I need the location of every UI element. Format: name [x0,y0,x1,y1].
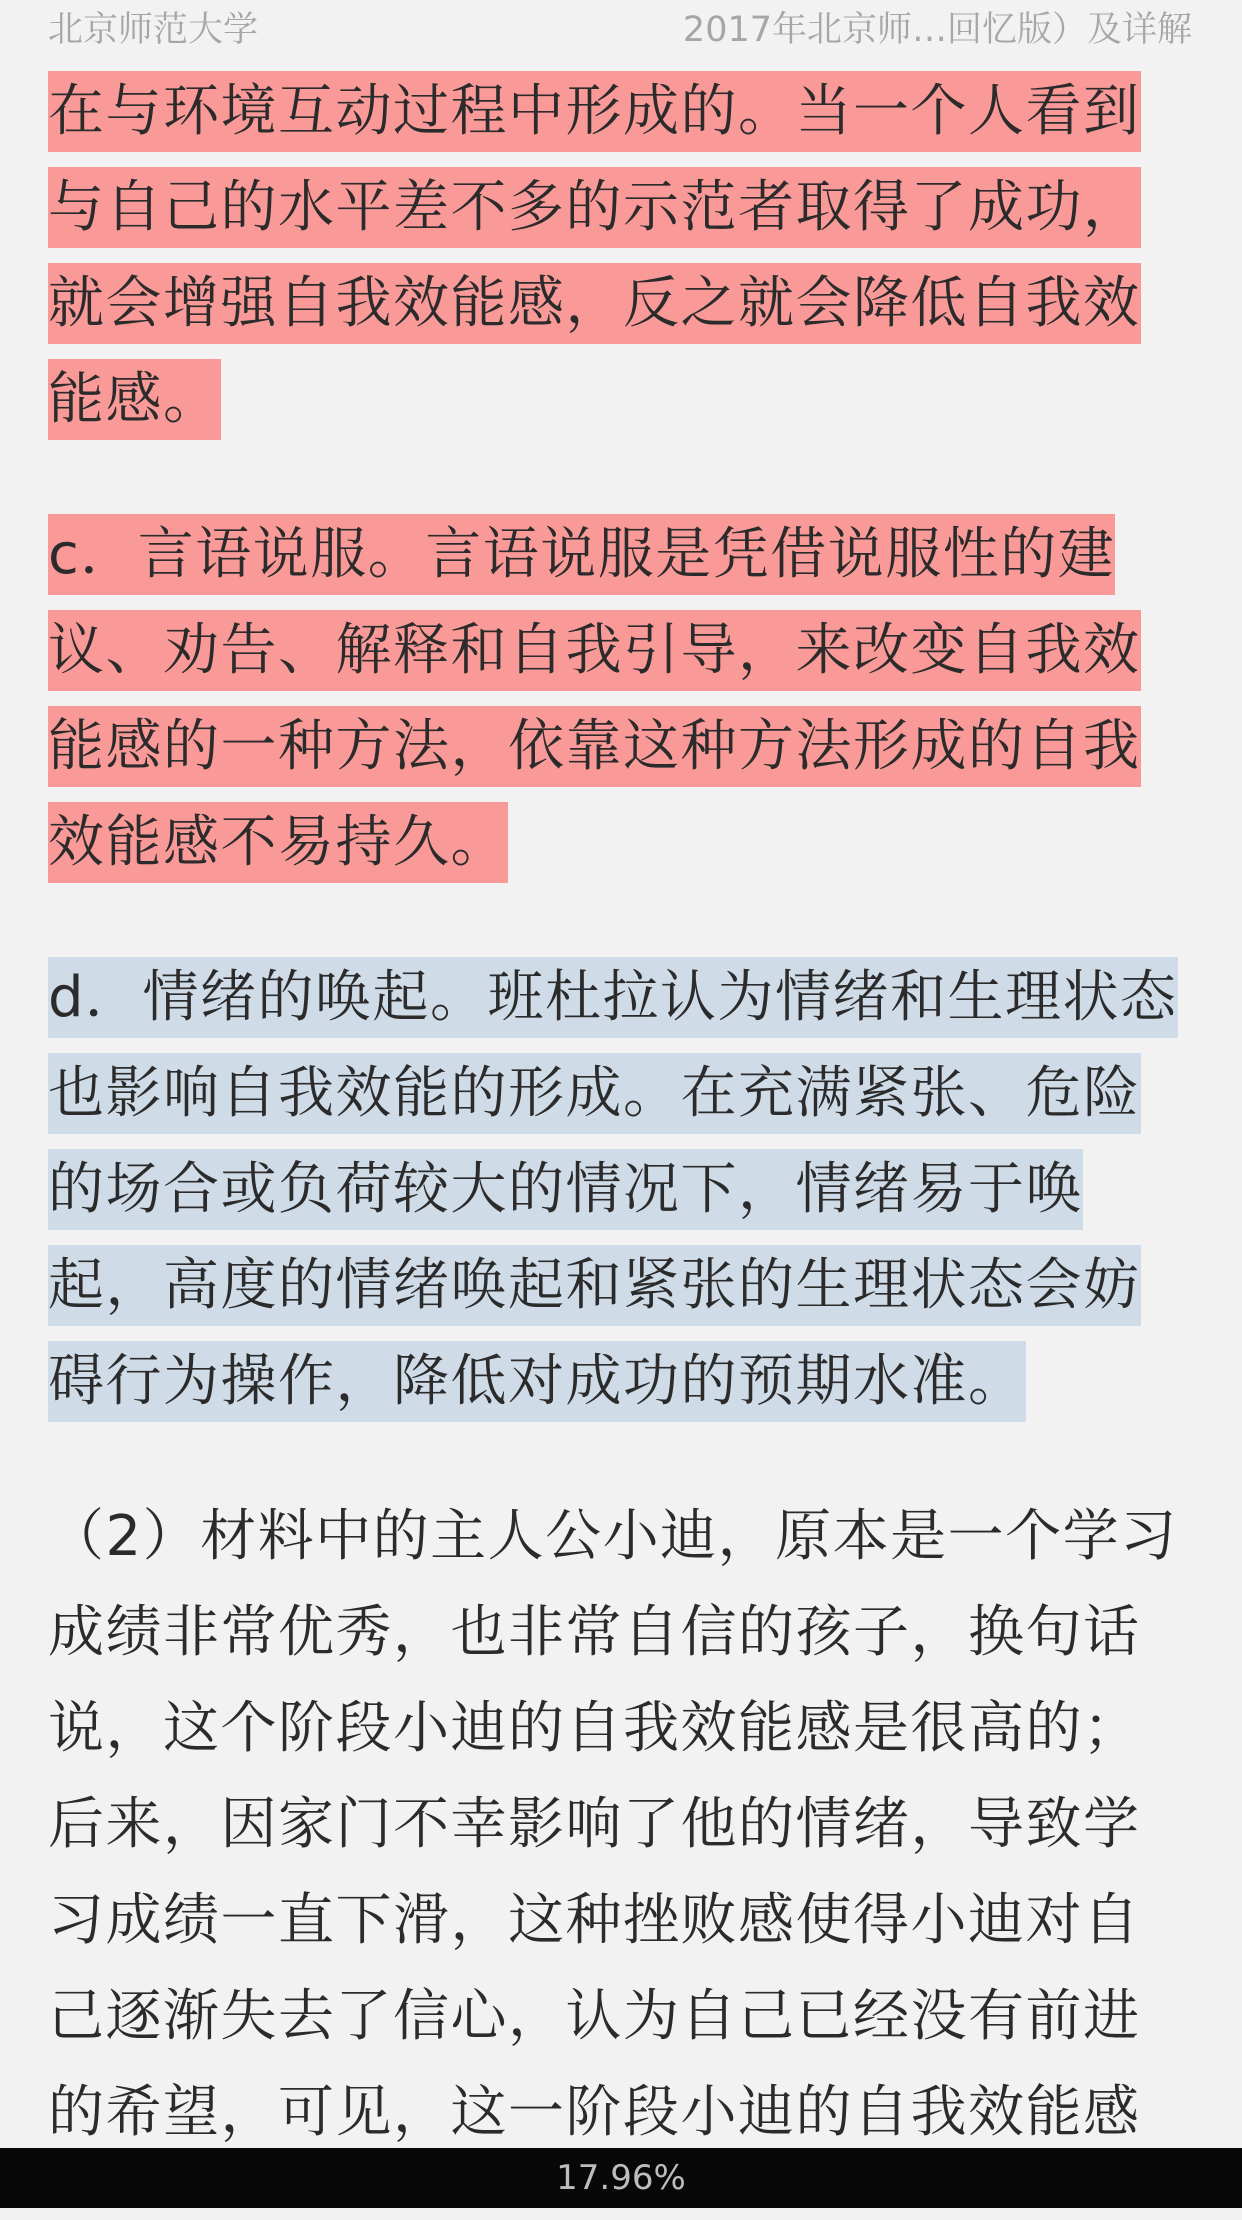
chapter-title: 2017年北京师…回忆版）及详解 [682,10,1192,50]
paragraph-verbal-persuasion[interactable] [48,507,1190,891]
reader-header [0,0,1242,60]
paragraph-modeling[interactable] [48,64,1190,448]
highlight-blue[interactable]: d．情绪的唤起。班杜拉认为情绪和生理状态也影响自我效能的形成。在充满紧张、危险的场合或负荷较大的情况下，情绪易于唤起，高度的情绪唤起和紧张的生理状态会妨碍行为操作，降低对成功的预期水准。 [48,957,1178,1422]
progress-percent: 17.96% [556,2158,686,2198]
paragraph-emotional-arousal[interactable] [48,950,1190,1430]
paragraph-text: （2）材料中的主人公小迪，原本是一个学习成绩非常优秀，也非常自信的孩子，换句话说，这个阶段小迪的自我效能感是很高的；后来，因家门不幸影响了他的情绪，导致学习成绩一直下滑，这种挫败感使得小迪对自己逐渐失去了信心，认为自己已经没有前进的希望，可见，这一阶段小迪的自我效能感 [48,1504,1178,2145]
reading-progress-bar [0,2148,1242,2208]
highlight-red[interactable]: 在与环境互动过程中形成的。当一个人看到与自己的水平差不多的示范者取得了成功，就会增强自我效能感，反之就会降低自我效能感。 [48,71,1141,440]
book-title: 北京师范大学 [48,10,259,50]
highlight-red[interactable]: c．言语说服。言语说服是凭借说服性的建议、劝告、解释和自我引导，来改变自我效能感的一种方法，依靠这种方法形成的自我效能感不易持久。 [48,514,1141,883]
paragraph-case-analysis[interactable] [48,1489,1190,2161]
reading-content[interactable] [48,64,1190,2220]
